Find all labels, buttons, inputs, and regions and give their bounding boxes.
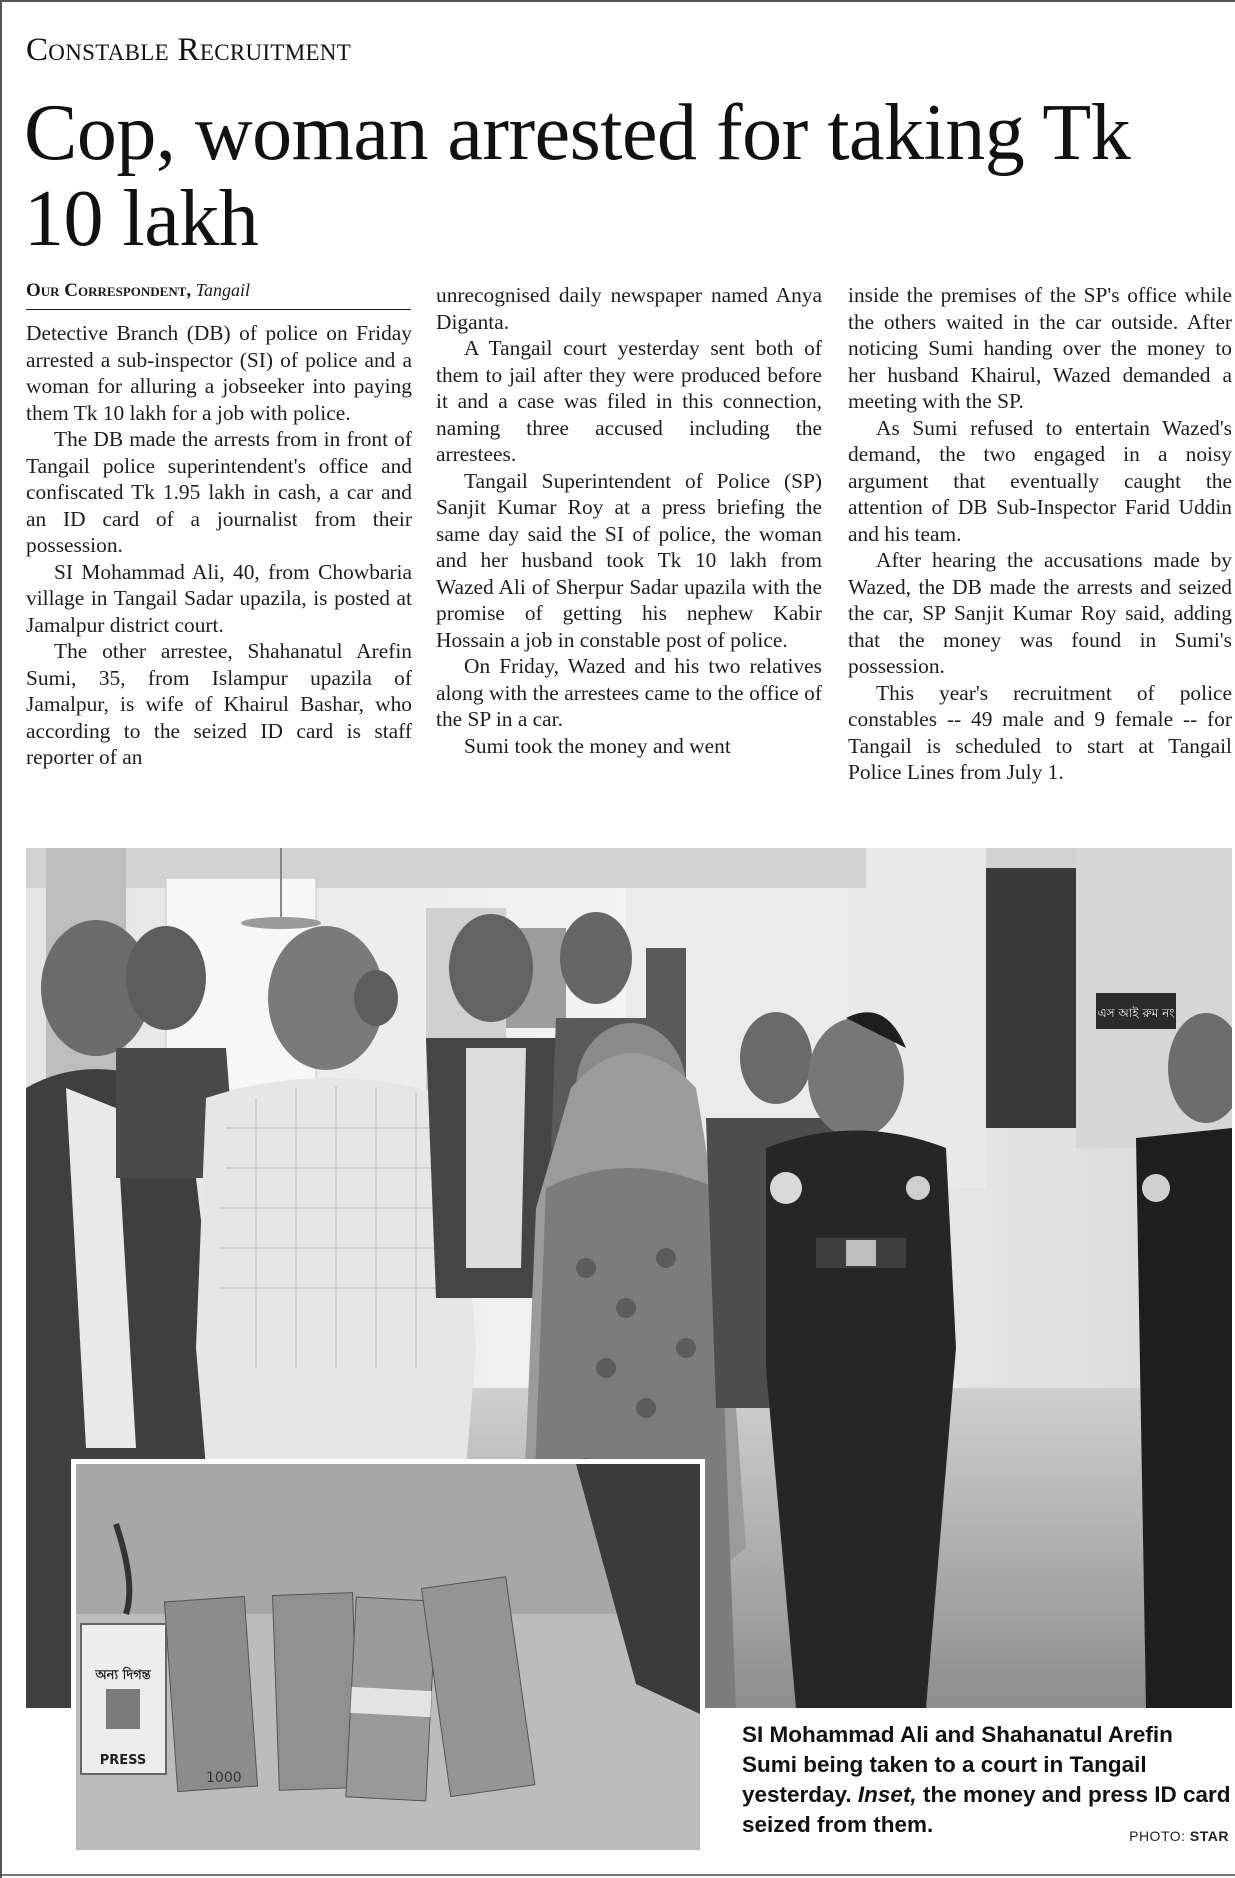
section-kicker: Constable Recruitment: [26, 32, 352, 68]
article-paragraph: This year's recruitment of police constables -- 49 male and 9 female -- for Tangail is scheduled to start at Tangail Police Lines from July 1.: [848, 680, 1232, 784]
article-paragraph: Tangail Superintendent of Police (SP) Sanjit Kumar Roy at a press briefing the same day said the SI of police, the woman and her husband took Tk 10 lakh from Wazed Ali of Sherpur Sadar upazila with the promise of getting his nephew Kabir Hossain a job in constable post of police.: [436, 468, 822, 652]
article-paragraph: unrecognised daily newspaper named Anya Diganta.: [436, 283, 822, 334]
bottom-rule: [2, 1874, 1235, 1876]
article-column-1: [26, 320, 412, 771]
article-column-2: [436, 282, 822, 759]
byline-rule: [26, 309, 411, 310]
photo-credit: [1129, 1828, 1229, 1844]
press-id-card-title: অন্য দিগন্ত: [95, 1668, 151, 1683]
byline: [26, 280, 250, 302]
inset-photo: [71, 1459, 705, 1855]
caption-main: SI Mohammad Ali and Shahanatul Arefin Sumi being taken to a court in Tangail yesterday.: [742, 1722, 1173, 1807]
article-paragraph: Detective Branch (DB) of police on Friday arrested a sub-inspector (SI) of police and a woman for alluring a jobseeker into paying them Tk 10 lakh for a job with police.: [26, 321, 412, 425]
article-paragraph: The DB made the arrests from in front of Tangail police superintendent's office and confiscated Tk 1.95 lakh in cash, a car and an ID card of a journalist from their possession.: [26, 427, 412, 557]
article-paragraph: inside the premises of the SP's office while the others waited in the car outside. After noticing Sumi handing over the money to her husband Khairul, Wazed demanded a meeting with the SP.: [848, 283, 1232, 413]
article-paragraph: SI Mohammad Ali, 40, from Chowbaria village in Tangail Sadar upazila, is posted at Jamalpur district court.: [26, 559, 412, 637]
byline-author: Our Correspondent,: [26, 280, 192, 301]
article-paragraph: As Sumi refused to entertain Wazed's demand, the two engaged in a noisy argument that eventually caught the attention of DB Sub-Inspector Farid Uddin and his team.: [848, 415, 1232, 546]
inset-photo-illustration: [76, 1464, 700, 1850]
wall-sign-text: এস আই রুম নং: [1097, 1006, 1175, 1020]
press-id-card-label: PRESS: [99, 1753, 147, 1768]
article-paragraph: The other arrestee, Shahanatul Arefin Sumi, 35, from Islampur upazila of Jamalpur, is wife of Khairul Bashar, who according to the seized ID card is staff reporter of an: [26, 639, 412, 769]
caption-inset-text: the money and press ID card seized from them.: [742, 1782, 1231, 1837]
byline-location: Tangail: [195, 280, 250, 300]
photo-credit-label: PHOTO:: [1129, 1828, 1186, 1844]
money-bundles: [164, 1577, 534, 1801]
article-paragraph: After hearing the accusations made by Wazed, the DB made the arrests and seized the car, SP Sanjit Kumar Roy said, adding that the money was found in Sumi's possession.: [848, 548, 1232, 678]
photo-credit-source: STAR: [1189, 1828, 1229, 1844]
article-paragraph: Sumi took the money and went: [464, 733, 731, 758]
headline: Cop, woman arrested for taking Tk 10 lakh: [24, 89, 1131, 263]
caption-inset-word: Inset,: [857, 1782, 917, 1807]
photo-caption: [742, 1720, 1232, 1840]
article-paragraph: On Friday, Wazed and his two relatives along with the arrestees came to the office of the SP in a car.: [436, 654, 822, 731]
article-column-3: [848, 282, 1232, 786]
article-paragraph: A Tangail court yesterday sent both of them to jail after they were produced before it and a case was filed in this connection, naming three accused including the arrestees.: [436, 336, 822, 466]
note-denomination: 1000: [206, 1770, 242, 1786]
